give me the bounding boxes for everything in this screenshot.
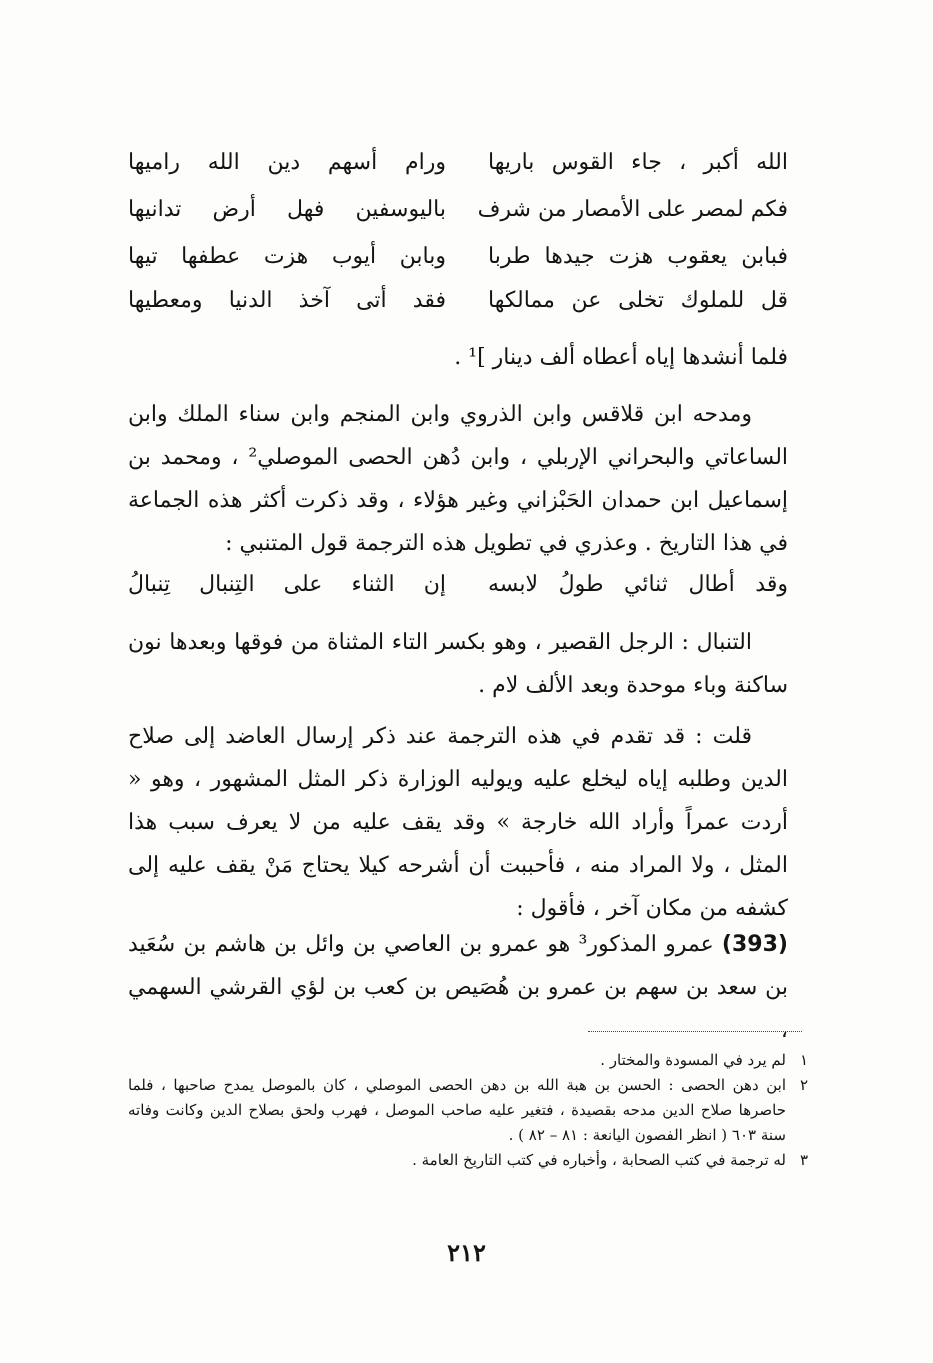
- verse-hemistich-second: فقد أتى آخذ الدنيا ومعطيها: [128, 288, 446, 313]
- entry-number: (393): [721, 932, 788, 957]
- verse-hemistich-second: ورام أسهم دين الله راميها: [128, 150, 446, 175]
- entry-393: [128, 923, 788, 1052]
- verse-hemistich-second: وبابن أيوب هزت عطفها تيها: [128, 244, 446, 269]
- entry-text: عمرو المذكور³ هو عمرو بن العاصي بن وائل بن هاشم بن سُعَيد بن سعد بن سهم بن عمرو بن هُصَيص بن كعب بن لؤي القرشي السهمي ،: [128, 932, 788, 1043]
- verse-hemistich-second: إن الثناء على التِنبال تِنبالُ: [128, 572, 446, 597]
- verse-hemistich-first: فبابن يعقوب هزت جيدها طربا: [488, 244, 788, 269]
- paragraph-proverb: قلت : قد تقدم في هذه الترجمة عند ذكر إرسال العاضد إلى صلاح الدين وطلبه إياه ليخلع عليه ويوليه الوزارة ذكر المثل المشهور ، وهو « أردت عمراً وأراد الله خارجة » وقد يقف عليه من لا يعرف سبب هذا المثل ، ولا المراد منه ، فأحببت أن أشرحه كيلا يحتاج مَنْ يقف عليه إلى كشفه من مكان آخر ، فأقول :: [128, 724, 788, 921]
- verse-line-4: [128, 281, 788, 321]
- footnote-number: ١: [799, 1051, 808, 1069]
- paragraph-praisers: ومدحه ابن قلاقس وابن الذروي وابن المنجم وابن سناء الملك وابن الساعاتي والبحراني الإربلي ، وابن دُهن الحصى الموصلي² ، ومحمد بن إسماعيل ابن حمدان الحَبْزاني وغير هؤلاء ، وقد ذكرت أكثر هذه الجماعة في هذا التاريخ . وعذري في تطويل هذه الترجمة قول المتنبي :: [128, 402, 789, 556]
- verse-mutanabbi: [128, 565, 788, 605]
- verse-hemistich-second: باليوسفين فهل أرض تدانيها: [128, 197, 446, 222]
- page-number: ٢١٢: [447, 1238, 486, 1267]
- verse-line-1: [128, 143, 788, 183]
- footnote-number: ٣: [799, 1151, 808, 1169]
- footnote-text: له ترجمة في كتب الصحابة ، وأخباره في كتب التاريخ العامة .: [412, 1151, 786, 1169]
- verse-hemistich-first: قل للملوك تخلى عن ممالكها: [488, 288, 788, 313]
- verse-hemistich-first: وقد أطال ثنائي طولُ لابسه: [488, 572, 788, 597]
- footnote: [128, 1148, 808, 1173]
- paragraph-gift: فلما أنشدها إياه أعطاه ألف دينار ]¹ .: [454, 345, 788, 370]
- footnote: [128, 1048, 808, 1073]
- verse-line-2: [128, 190, 788, 230]
- verse-hemistich-first: فكم لمصر على الأمصار من شرف: [477, 197, 788, 222]
- verse-hemistich-first: الله أكبر ، جاء القوس باريها: [488, 150, 788, 175]
- footnote-number: ٢: [799, 1076, 808, 1094]
- footnote: [128, 1073, 808, 1148]
- footnote-divider: [588, 1031, 802, 1032]
- footnotes: [128, 1048, 808, 1173]
- paragraph-tinbal-definition: التنبال : الرجل القصير ، وهو بكسر التاء المثناة من فوقها وبعدها نون ساكنة وباء موحدة وبعد الألف لام .: [128, 630, 788, 698]
- footnote-text: لم يرد في المسودة والمختار .: [600, 1051, 786, 1069]
- verse-line-3: [128, 237, 788, 277]
- footnote-text: ابن دهن الحصى : الحسن بن هبة الله بن دهن الحصى الموصلي ، كان بالموصل يمدح صاحبها ، فلما حاصرها صلاح الدين مدحه بقصيدة ، فتغير عليه صاحب الموصل ، فهرب ولحق بصلاح الدين وكانت وفاته سنة ٦٠٣ ( انظر الفصون اليانعة : ٨١ – ٨٢ ) .: [128, 1076, 786, 1144]
